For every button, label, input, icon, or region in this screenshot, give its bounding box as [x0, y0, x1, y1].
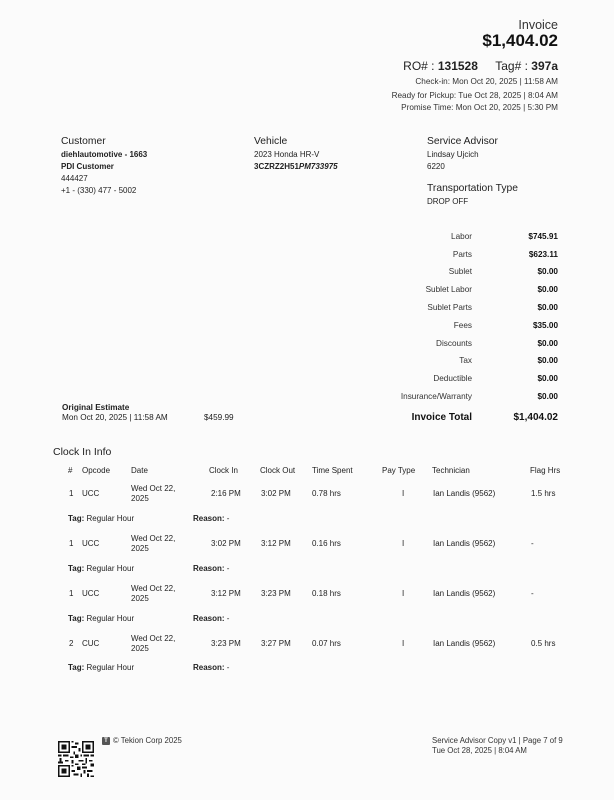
- total-row-labor: [380, 232, 558, 250]
- vin-prefix: 3CZRZ2H51: [254, 162, 299, 171]
- invoice-title: Invoice: [518, 18, 558, 32]
- row-date: [131, 484, 175, 504]
- customer-phone: +1 - (330) 477 - 5002: [61, 186, 137, 195]
- total-value: $0.00: [537, 267, 558, 276]
- total-row-deductible: [380, 374, 558, 392]
- row-date-line2: 2025: [131, 644, 149, 653]
- total-value: $0.00: [537, 356, 558, 365]
- total-value: $0.00: [537, 285, 558, 294]
- row-clock-in: 3:12 PM: [211, 589, 241, 598]
- vehicle-vin: [254, 161, 338, 173]
- row-date: [131, 584, 175, 604]
- transportation-value: DROP OFF: [427, 197, 469, 206]
- col-header-technician: Technician: [432, 466, 470, 475]
- tag-label: Tag:: [68, 514, 85, 523]
- vehicle-heading: Vehicle: [254, 136, 288, 147]
- tekion-logo-icon: T: [102, 737, 110, 745]
- total-row-sublet-parts: [380, 303, 558, 321]
- row-technician: Ian Landis (9562): [433, 639, 496, 648]
- qr-code-icon: [58, 741, 94, 777]
- total-label: Fees: [453, 321, 472, 330]
- total-label: Sublet Labor: [425, 285, 472, 294]
- row-date-line2: 2025: [131, 594, 149, 603]
- row-date: [131, 534, 175, 554]
- copyright-line: [102, 736, 182, 745]
- row-tag: [68, 614, 134, 623]
- total-value: $0.00: [537, 303, 558, 312]
- total-row-sublet: [380, 267, 558, 285]
- customer-type: PDI Customer: [61, 162, 114, 171]
- vin-suffix: PM733975: [298, 162, 338, 171]
- ro-label: RO# :: [403, 59, 435, 73]
- row-flag-hrs: -: [531, 589, 534, 598]
- tag-value: Regular Hour: [86, 663, 135, 672]
- copy-info: Service Advisor Copy v1 | Page 7 of 9: [432, 736, 563, 745]
- reason-label: Reason:: [193, 663, 225, 672]
- tag-value: Regular Hour: [86, 614, 135, 623]
- row-clock-out: 3:23 PM: [261, 589, 291, 598]
- customer-name: diehlautomotive - 1663: [61, 150, 148, 159]
- total-row-discounts: [380, 339, 558, 357]
- invoice-total-label: Invoice Total: [411, 412, 472, 423]
- invoice-total-row: [380, 412, 558, 423]
- row-clock-out: 3:27 PM: [261, 639, 291, 648]
- ro-tag-line: [403, 59, 558, 73]
- total-value: $0.00: [537, 339, 558, 348]
- tag-label: Tag:: [68, 614, 85, 623]
- total-label: Sublet: [448, 267, 472, 276]
- vehicle-model: 2023 Honda HR-V: [254, 150, 320, 159]
- invoice-total-value: $1,404.02: [513, 412, 558, 423]
- row-opcode: CUC: [82, 639, 100, 648]
- transportation-section: [427, 183, 518, 208]
- row-time-spent: 0.78 hrs: [312, 489, 341, 498]
- row-clock-out: 3:02 PM: [261, 489, 291, 498]
- total-row-tax: [380, 356, 558, 374]
- row-tag: [68, 514, 134, 523]
- total-value: $0.00: [537, 392, 558, 401]
- row-date: [131, 634, 175, 654]
- service-advisor-id: 6220: [427, 162, 445, 171]
- reason-value: -: [226, 614, 230, 623]
- row-flag-hrs: 0.5 hrs: [531, 639, 556, 648]
- tag-number: 397a: [531, 59, 558, 73]
- tag-label: Tag:: [68, 564, 85, 573]
- total-label: Deductible: [433, 374, 472, 383]
- total-label: Sublet Parts: [427, 303, 472, 312]
- service-advisor-name: Lindsay Ujcich: [427, 150, 479, 159]
- row-time-spent: 0.07 hrs: [312, 639, 341, 648]
- col-header-time-spent: Time Spent: [312, 466, 353, 475]
- tag-value: Regular Hour: [86, 564, 135, 573]
- total-row-fees: [380, 321, 558, 339]
- col-header-flag-hrs: Flag Hrs: [530, 466, 561, 475]
- row-technician: Ian Landis (9562): [433, 489, 496, 498]
- tag-label: Tag:: [68, 663, 85, 672]
- ro-number: 131528: [437, 59, 478, 73]
- total-row-sublet-labor: [380, 285, 558, 303]
- col-header-clock-out: Clock Out: [260, 466, 296, 475]
- service-advisor-heading: Service Advisor: [427, 136, 498, 147]
- ready-for-pickup-time: Ready for Pickup: Tue Oct 28, 2025 | 8:04 AM: [391, 91, 558, 100]
- row-clock-in: 2:16 PM: [211, 489, 241, 498]
- row-clock-in: 3:23 PM: [211, 639, 241, 648]
- copyright-text: © Tekion Corp 2025: [113, 736, 182, 745]
- row-reason: [193, 514, 229, 523]
- row-number: 1: [69, 489, 74, 498]
- row-time-spent: 0.18 hrs: [312, 589, 341, 598]
- row-opcode: UCC: [82, 539, 100, 548]
- total-row-parts: [380, 250, 558, 268]
- row-date-line1: Wed Oct 22,: [131, 584, 176, 593]
- total-row-insurance-warranty: [380, 392, 558, 410]
- tag-label: Tag# :: [495, 59, 528, 73]
- col-header-pay-type: Pay Type: [382, 466, 416, 475]
- customer-section: [61, 136, 147, 197]
- printed-time: Tue Oct 28, 2025 | 8:04 AM: [432, 746, 527, 755]
- row-pay-type: I: [402, 489, 405, 498]
- total-value: $745.91: [528, 232, 558, 241]
- row-opcode: UCC: [82, 589, 100, 598]
- col-header-clock-in: Clock In: [209, 466, 238, 475]
- row-tag: [68, 564, 134, 573]
- total-label: Discounts: [436, 339, 472, 348]
- row-flag-hrs: -: [531, 539, 534, 548]
- row-number: 2: [69, 639, 74, 648]
- original-estimate-label: Original Estimate: [62, 403, 130, 412]
- reason-value: -: [226, 514, 230, 523]
- row-date-line1: Wed Oct 22,: [131, 484, 176, 493]
- original-estimate-date: Mon Oct 20, 2025 | 11:58 AM: [62, 413, 168, 422]
- customer-heading: Customer: [61, 136, 106, 147]
- row-pay-type: I: [402, 539, 405, 548]
- row-clock-out: 3:12 PM: [261, 539, 291, 548]
- row-number: 1: [69, 589, 74, 598]
- reason-label: Reason:: [193, 614, 225, 623]
- col-header-date: Date: [131, 466, 148, 475]
- row-opcode: UCC: [82, 489, 100, 498]
- row-date-line1: Wed Oct 22,: [131, 634, 176, 643]
- row-date-line2: 2025: [131, 494, 149, 503]
- customer-id: 444427: [61, 174, 88, 183]
- clock-in-title: Clock In Info: [53, 446, 112, 458]
- row-flag-hrs: 1.5 hrs: [531, 489, 556, 498]
- transportation-heading: Transportation Type: [427, 183, 519, 194]
- row-date-line2: 2025: [131, 544, 149, 553]
- total-label: Insurance/Warranty: [400, 392, 472, 401]
- col-header-number: #: [68, 466, 73, 475]
- row-pay-type: I: [402, 639, 405, 648]
- reason-label: Reason:: [193, 514, 225, 523]
- row-reason: [193, 614, 229, 623]
- total-label: Tax: [459, 356, 472, 365]
- total-value: $623.11: [528, 250, 558, 259]
- row-clock-in: 3:02 PM: [211, 539, 241, 548]
- reason-label: Reason:: [193, 564, 225, 573]
- row-reason: [193, 663, 229, 672]
- row-number: 1: [69, 539, 74, 548]
- col-header-opcode: Opcode: [82, 466, 111, 475]
- row-technician: Ian Landis (9562): [433, 539, 496, 548]
- row-date-line1: Wed Oct 22,: [131, 534, 176, 543]
- total-label: Labor: [451, 232, 472, 241]
- row-pay-type: I: [402, 589, 405, 598]
- original-estimate-amount: $459.99: [204, 413, 234, 422]
- service-advisor-section: [427, 136, 498, 173]
- checkin-time: Check-in: Mon Oct 20, 2025 | 11:58 AM: [415, 77, 558, 86]
- row-tag: [68, 663, 134, 672]
- row-reason: [193, 564, 229, 573]
- reason-value: -: [226, 564, 230, 573]
- reason-value: -: [226, 663, 230, 672]
- vehicle-section: [254, 136, 338, 173]
- total-value: $35.00: [532, 321, 558, 330]
- row-technician: Ian Landis (9562): [433, 589, 496, 598]
- tag-value: Regular Hour: [86, 514, 135, 523]
- total-value: $0.00: [537, 374, 558, 383]
- invoice-total-amount: $1,404.02: [482, 31, 558, 50]
- promise-time: Promise Time: Mon Oct 20, 2025 | 5:30 PM: [401, 103, 558, 112]
- row-time-spent: 0.16 hrs: [312, 539, 341, 548]
- total-label: Parts: [452, 250, 472, 259]
